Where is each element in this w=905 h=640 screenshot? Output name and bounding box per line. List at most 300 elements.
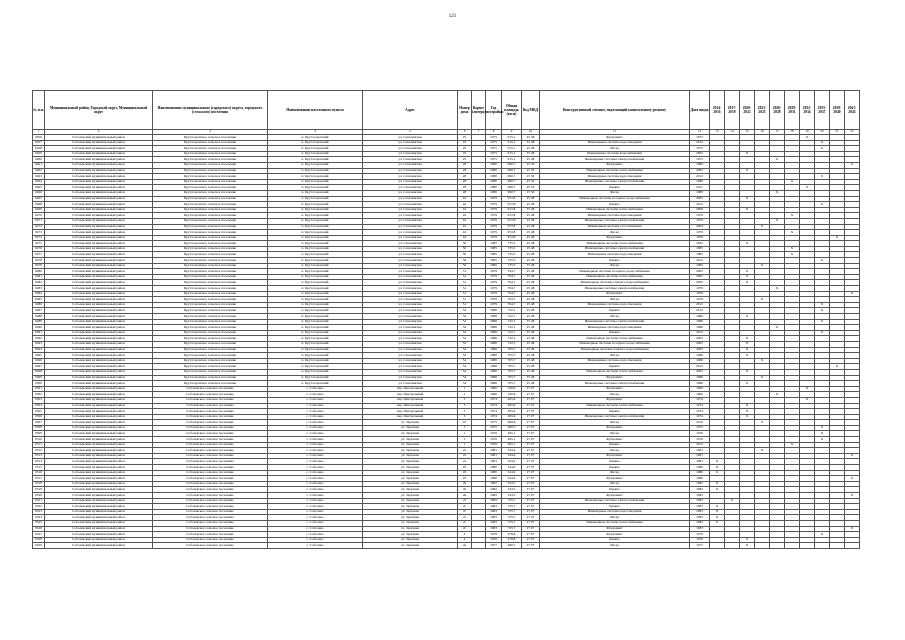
table-cell: X	[740, 369, 755, 375]
column-header: Дата ввода	[690, 91, 710, 130]
table-cell: Соболевский муниципальный район	[45, 258, 153, 264]
table-cell: пер. Центральный	[363, 414, 458, 420]
table-cell: Соболевский муниципальный район	[45, 515, 153, 521]
table-cell: Соболевское сельское поселение	[153, 414, 268, 420]
table-cell: 0521	[33, 498, 45, 504]
table-cell: 51	[458, 286, 472, 292]
table-cell: Инженерные системы электроснабжения	[540, 179, 690, 185]
table-cell: Крутогоровское сельское поселение	[153, 252, 268, 258]
table-cell: Соболевское сельское поселение	[153, 537, 268, 543]
table-cell: 0471	[33, 218, 45, 224]
table-cell: 1974	[486, 403, 502, 409]
table-cell: 1985	[486, 252, 502, 258]
table-cell: 1980	[486, 476, 502, 482]
table-cell: Соболевское сельское поселение	[153, 420, 268, 426]
table-cell: 1	[458, 431, 472, 437]
table-cell: 1980	[486, 465, 502, 471]
table-cell: Крутогоровское сельское поселение	[153, 274, 268, 280]
table-cell: 1980	[690, 162, 710, 168]
table-cell: 25 48	[522, 302, 540, 308]
column-number: 3	[153, 130, 268, 135]
table-cell: 1977	[690, 543, 710, 549]
table-cell: 1960	[690, 392, 710, 398]
table-cell: п. Крутогоровский	[268, 179, 363, 185]
table-cell: Фундамент	[540, 425, 690, 431]
table-cell: 1975	[690, 157, 710, 163]
table-cell: Соболевский муниципальный район	[45, 224, 153, 230]
table-cell: 1982	[690, 487, 710, 493]
table-cell: 794,7	[502, 269, 522, 275]
table-cell: 794,7	[502, 302, 522, 308]
table-cell: Соболевское сельское поселение	[153, 453, 268, 459]
table-cell: п. Крутогоровский	[268, 140, 363, 146]
table-cell: ул. Заречная	[363, 437, 458, 443]
table-cell: 25 50	[522, 179, 540, 185]
table-cell: X	[845, 493, 860, 499]
table-cell: ул. Сахалинская	[363, 286, 458, 292]
table-cell: п. Крутогоровский	[268, 157, 363, 163]
table-cell: с. Соболево	[268, 476, 363, 482]
table-cell: 705,7	[502, 369, 522, 375]
table-cell: 42	[458, 224, 472, 230]
column-header: 2035-2037	[815, 91, 830, 130]
table-cell	[755, 543, 770, 549]
table-cell: 972,8	[502, 207, 522, 213]
table-cell: 2г	[458, 509, 472, 515]
table-cell: с. Соболево	[268, 465, 363, 471]
table-cell: 25 48	[522, 196, 540, 202]
table-cell: 27 07	[522, 481, 540, 487]
table-cell: 0514	[33, 459, 45, 465]
table-cell: Фасад	[540, 470, 690, 476]
table-cell: X	[815, 140, 830, 146]
table-cell: X	[770, 218, 785, 224]
table-cell: 1983	[486, 504, 502, 510]
table-cell: 0463	[33, 174, 45, 180]
table-cell: Соболевский муниципальный район	[45, 230, 153, 236]
table-cell: X	[815, 431, 830, 437]
table-cell: 2005	[690, 196, 710, 202]
table-cell: 52	[458, 314, 472, 320]
table-cell: Соболевское сельское поселение	[153, 392, 268, 398]
table-cell: ул. Сахалинская	[363, 330, 458, 336]
page-number: 121	[448, 14, 457, 19]
table-cell: Фундамент	[540, 526, 690, 532]
table-cell: с. Соболево	[268, 420, 363, 426]
table-cell: с. Соболево	[268, 515, 363, 521]
table-cell: ул. Заречная	[363, 498, 458, 504]
table-cell: Соболевский муниципальный район	[45, 235, 153, 241]
table-cell: Крыша	[540, 202, 690, 208]
table-cell: X	[785, 252, 800, 258]
table-cell: 2004	[690, 224, 710, 230]
table-cell: Соболевское сельское поселение	[153, 442, 268, 448]
table-cell: 27 07	[522, 487, 540, 493]
table-cell: 54	[458, 369, 472, 375]
table-cell: Соболевский муниципальный район	[45, 246, 153, 252]
table-cell: 1974	[486, 414, 502, 420]
table-cell: 794,7	[502, 286, 522, 292]
table-cell: Фундамент	[540, 453, 690, 459]
table-cell: 4	[458, 532, 472, 538]
table-cell: 2б	[458, 476, 472, 482]
table-cell: 27 07	[522, 476, 540, 482]
table-cell: Инженерные системы водоотведения	[540, 213, 690, 219]
table-cell: Соболевское сельское поселение	[153, 481, 268, 487]
table-cell: 0480	[33, 269, 45, 275]
table-cell: 0491	[33, 330, 45, 336]
table-cell: с. Соболево	[268, 414, 363, 420]
table-cell: Инженерные системы теплоснабжения	[540, 336, 690, 342]
table-cell: 0527	[33, 532, 45, 538]
table-cell: 0486	[33, 302, 45, 308]
table-cell: 1986	[690, 353, 710, 359]
table-cell: 2005	[690, 151, 710, 157]
column-header: 2014-2016	[710, 91, 725, 130]
table-cell: Крутогоровское сельское поселение	[153, 341, 268, 347]
table-cell: ул. Сахалинская	[363, 196, 458, 202]
table-cell: 1977	[486, 543, 502, 549]
table-cell: Инженерные системы теплоснабжения	[540, 207, 690, 213]
table-cell: 544,9	[502, 470, 522, 476]
table-cell: Соболевский муниципальный район	[45, 520, 153, 526]
table-cell: 1960	[486, 392, 502, 398]
table-cell: 25 48	[522, 353, 540, 359]
table-cell: 915,1	[502, 151, 522, 157]
table-cell: Крутогоровское сельское поселение	[153, 280, 268, 286]
table-cell: 0489	[33, 319, 45, 325]
table-cell: X	[755, 263, 770, 269]
table-cell: Соболевское сельское поселение	[153, 526, 268, 532]
column-header: Наименование населенного пункта	[268, 91, 363, 130]
table-cell: с. Соболево	[268, 504, 363, 510]
table-cell: с. Соболево	[268, 397, 363, 403]
column-number: 5	[363, 130, 458, 135]
table-cell: п. Крутогоровский	[268, 218, 363, 224]
table-cell: ул. Заречная	[363, 453, 458, 459]
table-cell: 705,7	[502, 358, 522, 364]
table-cell: 27 07	[522, 420, 540, 426]
table-cell: 1	[458, 442, 472, 448]
table-cell: ул. Заречная	[363, 532, 458, 538]
table-cell: 495,6	[502, 397, 522, 403]
table-cell: 0475	[33, 241, 45, 247]
table-cell: Крыша	[540, 487, 690, 493]
table-cell: 1980	[690, 476, 710, 482]
table-cell: 915,1	[502, 135, 522, 141]
table-cell: 544,9	[502, 465, 522, 471]
table-cell: п. Крутогоровский	[268, 381, 363, 387]
table-cell: X	[710, 465, 725, 471]
table-cell: 50	[458, 263, 472, 269]
table-cell: Соболевский муниципальный район	[45, 532, 153, 538]
table-cell: 1986	[486, 358, 502, 364]
table-cell: 1979	[486, 269, 502, 275]
table-cell: 0477	[33, 252, 45, 258]
table-cell: ул. Сахалинская	[363, 157, 458, 163]
table-cell: X	[710, 481, 725, 487]
table-cell: Соболевское сельское поселение	[153, 437, 268, 443]
table-cell: 725,7	[502, 509, 522, 515]
table-cell: 725,7	[502, 504, 522, 510]
table-cell: Крутогоровское сельское поселение	[153, 336, 268, 342]
table-cell: 1986	[486, 341, 502, 347]
table-cell: ул. Заречная	[363, 465, 458, 471]
table-cell: 0499	[33, 375, 45, 381]
table-cell: 27 07	[522, 397, 540, 403]
table-cell: Инженерные системы горячего водоснабжения	[540, 280, 690, 286]
table-cell: 25 48	[522, 213, 540, 219]
table-cell: X	[710, 509, 725, 515]
table-cell: Соболевское сельское поселение	[153, 448, 268, 454]
table-cell: 1980	[486, 185, 502, 191]
table-cell: X	[755, 375, 770, 381]
table-cell: Инженерные системы теплоснабжения	[540, 274, 690, 280]
table-cell: Соболевский муниципальный район	[45, 241, 153, 247]
table-cell: 972,8	[502, 224, 522, 230]
table-cell: 1979	[486, 230, 502, 236]
table-cell: 51	[458, 280, 472, 286]
table-cell: 27 07	[522, 437, 540, 443]
table-cell	[845, 543, 860, 549]
table-cell: 1975	[486, 140, 502, 146]
table-cell: Крыша	[540, 185, 690, 191]
table-cell: Соболевский муниципальный район	[45, 364, 153, 370]
table-cell: п. Крутогоровский	[268, 230, 363, 236]
table-cell: Соболевское сельское поселение	[153, 493, 268, 499]
table-cell: 1980	[690, 470, 710, 476]
table-cell	[770, 543, 785, 549]
table-cell: 25 48	[522, 157, 540, 163]
table-cell: с. Соболево	[268, 498, 363, 504]
table-cell: 4а	[458, 543, 472, 549]
table-cell: X	[740, 151, 755, 157]
table-cell: Инженерные системы теплоснабжения	[540, 241, 690, 247]
column-number: 2	[45, 130, 153, 135]
table-cell: Соболевское сельское поселение	[153, 520, 268, 526]
table-cell	[472, 543, 486, 549]
table-cell: Соболевское сельское поселение	[153, 498, 268, 504]
table-cell: 25	[458, 135, 472, 141]
table-cell: 0524	[33, 515, 45, 521]
table-cell: X	[800, 185, 815, 191]
table-cell: X	[740, 537, 755, 543]
table-cell: 1	[458, 425, 472, 431]
table-cell: Соболевский муниципальный район	[45, 269, 153, 275]
table-cell: 1985	[486, 241, 502, 247]
table-cell: 1983	[690, 520, 710, 526]
column-header: Корпус (литера)	[472, 91, 486, 130]
table-cell: Соболевский муниципальный район	[45, 414, 153, 420]
table-cell: 28	[458, 185, 472, 191]
table-cell: ул. Сахалинская	[363, 135, 458, 141]
table-cell: 1986	[486, 353, 502, 359]
table-cell: Соболевский муниципальный район	[45, 196, 153, 202]
table-cell: пер. Центральный	[363, 409, 458, 415]
table-cell: Соболевское сельское поселение	[153, 509, 268, 515]
table-cell: ул. Сахалинская	[363, 241, 458, 247]
table-cell: 915,1	[502, 157, 522, 163]
table-cell: 1983	[690, 526, 710, 532]
table-cell: X	[755, 224, 770, 230]
column-header: 2032-2034	[800, 91, 815, 130]
table-cell: Соболевский муниципальный район	[45, 420, 153, 426]
table-cell: 52	[458, 330, 472, 336]
table-cell: 1986	[486, 319, 502, 325]
table-cell: 2г	[458, 498, 472, 504]
table-cell: Инженерные системы водоотведения	[540, 140, 690, 146]
table-cell: Соболевский муниципальный район	[45, 493, 153, 499]
table-cell: 1979	[486, 196, 502, 202]
column-header: Адрес	[363, 91, 458, 130]
column-number: 15	[740, 130, 755, 135]
table-cell: п. Крутогоровский	[268, 269, 363, 275]
table-cell: 25 48	[522, 224, 540, 230]
table-cell: 705,7	[502, 381, 522, 387]
table-cell: 705,7	[502, 347, 522, 353]
table-cell: Соболевский муниципальный район	[45, 403, 153, 409]
table-cell: 2а	[458, 459, 472, 465]
table-cell: 1981	[486, 448, 502, 454]
table-cell: ул. Заречная	[363, 520, 458, 526]
table-cell: ул. Заречная	[363, 431, 458, 437]
table-cell: 0519	[33, 487, 45, 493]
table-cell: 1976	[486, 437, 502, 443]
table-cell: Соболевский муниципальный район	[45, 291, 153, 297]
table-cell: 1979	[690, 297, 710, 303]
table-cell: 1985	[690, 252, 710, 258]
table-cell: 0506	[33, 414, 45, 420]
column-header: 2017-2019	[725, 91, 740, 130]
table-cell: X	[845, 453, 860, 459]
table-cell: X	[770, 157, 785, 163]
table-cell: Крутогоровское сельское поселение	[153, 353, 268, 359]
table-cell: Инженерные системы электроснабжения	[540, 218, 690, 224]
table-cell: Соболевский муниципальный район	[45, 453, 153, 459]
table-cell: 0525	[33, 520, 45, 526]
table-cell: 1	[458, 437, 472, 443]
table-cell: Инженерные системы горячего водоснабжения	[540, 347, 690, 353]
table-cell: 1981	[486, 453, 502, 459]
table-cell: 42	[458, 230, 472, 236]
table-cell: 50	[458, 246, 472, 252]
table-cell: п. Крутогоровский	[268, 246, 363, 252]
table-cell: 915,1	[502, 140, 522, 146]
table-cell: 0492	[33, 336, 45, 342]
table-cell: п. Крутогоровский	[268, 263, 363, 269]
table-cell: 0484	[33, 291, 45, 297]
table-cell: Соболевский муниципальный район	[45, 476, 153, 482]
table-cell: 1982	[486, 493, 502, 499]
table-cell: 0517	[33, 476, 45, 482]
table-cell: 25 48	[522, 291, 540, 297]
table-cell	[800, 543, 815, 549]
table-cell: Фасад	[540, 392, 690, 398]
table-cell: с. Соболево	[268, 437, 363, 443]
table-cell: с. Соболево	[268, 453, 363, 459]
table-cell: ул. Сахалинская	[363, 364, 458, 370]
table-cell: 0483	[33, 286, 45, 292]
table-cell: п. Крутогоровский	[268, 202, 363, 208]
table-cell: Соболевский муниципальный район	[45, 504, 153, 510]
table-cell: Крутогоровское сельское поселение	[153, 369, 268, 375]
table-cell: ул. Заречная	[363, 493, 458, 499]
table-cell: 1974	[690, 403, 710, 409]
table-cell: Крутогоровское сельское поселение	[153, 213, 268, 219]
table-cell: Инженерные системы водоотведения	[540, 252, 690, 258]
table-cell: 2а	[458, 453, 472, 459]
table-cell: 543,5	[502, 481, 522, 487]
table-cell: Фундамент	[540, 162, 690, 168]
table-cell: Соболевский муниципальный район	[45, 213, 153, 219]
table-cell: Крыша	[540, 330, 690, 336]
table-cell: Соболевский муниципальный район	[45, 470, 153, 476]
table-cell: 0482	[33, 280, 45, 286]
table-cell: Крутогоровское сельское поселение	[153, 263, 268, 269]
table-cell: 52	[458, 336, 472, 342]
table-cell: ул. Сахалинская	[363, 235, 458, 241]
table-cell: 27 07	[522, 498, 540, 504]
table-cell: Фундамент	[540, 135, 690, 141]
table-cell: 25 50	[522, 174, 540, 180]
table-cell: 52	[458, 319, 472, 325]
table-cell: ул. Заречная	[363, 504, 458, 510]
table-cell: X	[755, 420, 770, 426]
column-number: 22	[845, 130, 860, 135]
table-cell: 0485	[33, 297, 45, 303]
table-cell: Крутогоровское сельское поселение	[153, 302, 268, 308]
table-cell: 1986	[486, 308, 502, 314]
table-cell: п. Крутогоровский	[268, 252, 363, 258]
table-cell: Крутогоровское сельское поселение	[153, 325, 268, 331]
table-cell: 1983	[690, 498, 710, 504]
table-cell: 1985	[486, 246, 502, 252]
table-cell: с. Соболево	[268, 409, 363, 415]
table-cell: с. Соболево	[268, 431, 363, 437]
table-cell: 1979	[690, 235, 710, 241]
table-cell: п. Крутогоровский	[268, 341, 363, 347]
table-cell: 608,8	[502, 420, 522, 426]
table-cell: ул. Сахалинская	[363, 269, 458, 275]
table-cell: 735,5	[502, 263, 522, 269]
table-cell: п. Крутогоровский	[268, 302, 363, 308]
table-cell: Инженерные системы электроснабжения	[540, 414, 690, 420]
table-cell: Фасад	[540, 190, 690, 196]
table-cell: X	[785, 442, 800, 448]
table-cell: Крыша	[540, 409, 690, 415]
table-cell: Соболевский муниципальный район	[45, 431, 153, 437]
table-cell: 0456	[33, 135, 45, 141]
table-cell: 1980	[486, 174, 502, 180]
table-cell: 990,7	[502, 168, 522, 174]
table-cell: Фасад	[540, 263, 690, 269]
table-cell: п. Крутогоровский	[268, 235, 363, 241]
table-cell: 1983	[486, 520, 502, 526]
table-cell: Крутогоровское сельское поселение	[153, 185, 268, 191]
table-cell: Крыша	[540, 364, 690, 370]
table-cell: X	[755, 358, 770, 364]
table-cell: Соболевское сельское поселение	[153, 465, 268, 471]
table-cell: 1983	[486, 498, 502, 504]
table-cell: 25 48	[522, 269, 540, 275]
table-cell: Фундамент	[540, 532, 690, 538]
table-cell: 1975	[690, 425, 710, 431]
table-cell: Фасад	[540, 230, 690, 236]
table-cell: 0470	[33, 213, 45, 219]
column-number: 10	[522, 130, 540, 135]
table-cell: 0518	[33, 481, 45, 487]
table-cell: 51	[458, 302, 472, 308]
